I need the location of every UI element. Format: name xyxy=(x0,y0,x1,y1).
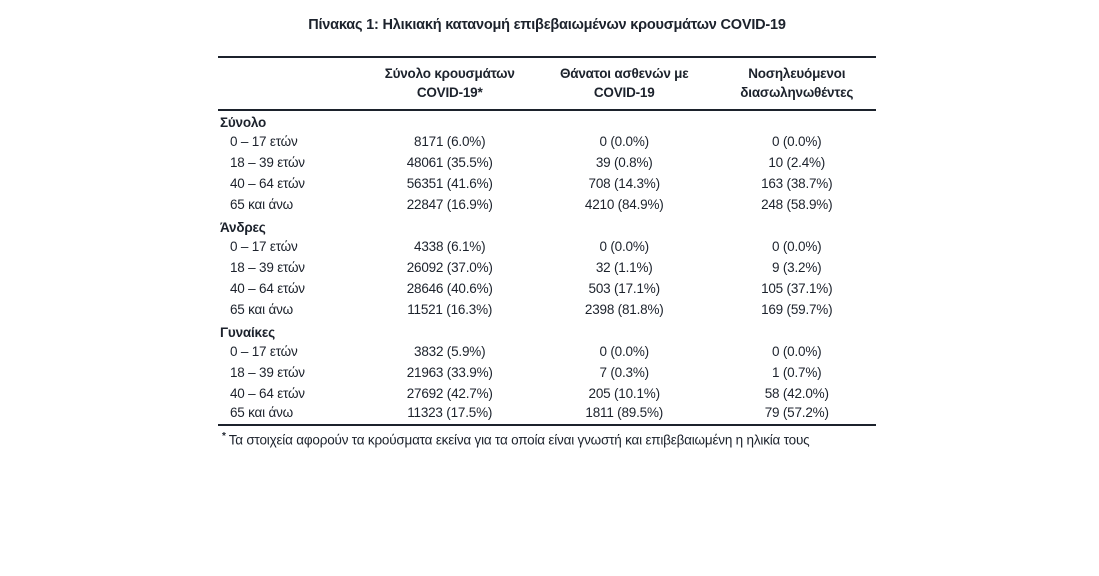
covid-age-table xyxy=(218,56,876,426)
value-cell: 28646 (40.6%) xyxy=(406,281,493,296)
value-cell: 503 (17.1%) xyxy=(588,281,660,296)
value-cell: 10 (2.4%) xyxy=(768,155,826,170)
age-group-label: 40 – 64 ετών xyxy=(230,176,305,191)
table-row xyxy=(218,131,876,152)
table-row xyxy=(218,173,876,194)
header-total-cases xyxy=(368,57,530,110)
age-group-label: 18 – 39 ετών xyxy=(230,260,305,275)
table-body xyxy=(218,110,876,425)
value-cell: 163 (38.7%) xyxy=(761,176,833,191)
table-title: Πίνακας 1: Ηλικιακή κατανομή επιβεβαιωμένων κρουσμάτων COVID-19 xyxy=(308,17,786,33)
section-header-row xyxy=(218,110,876,131)
header-total-cases-line1: Σύνολο κρουσμάτων xyxy=(384,66,515,81)
table-footnote xyxy=(218,428,876,450)
value-cell: 4338 (6.1%) xyxy=(414,239,486,254)
age-group-label: 0 – 17 ετών xyxy=(230,344,298,359)
value-cell: 11323 (17.5%) xyxy=(407,405,493,420)
footnote-asterisk: * xyxy=(222,431,226,442)
value-cell: 27692 (42.7%) xyxy=(406,386,493,401)
value-cell: 79 (57.2%) xyxy=(764,405,829,420)
value-cell: 56351 (41.6%) xyxy=(406,176,493,191)
value-cell: 22847 (16.9%) xyxy=(406,197,493,212)
header-deaths-line1: Θάνατοι ασθενών με xyxy=(559,66,689,81)
age-group-label: 18 – 39 ετών xyxy=(230,365,305,380)
value-cell: 2398 (81.8%) xyxy=(584,302,664,317)
value-cell: 105 (37.1%) xyxy=(761,281,833,296)
footnote-text: Τα στοιχεία αφορούν τα κρούσματα εκείνα για τα οποία είναι γνωστή και επιβεβαιωμένη η ηλικία τους xyxy=(228,432,810,448)
table-row xyxy=(218,236,876,257)
age-group-label: 18 – 39 ετών xyxy=(230,155,305,170)
section-header-row xyxy=(218,215,876,236)
value-cell: 8171 (6.0%) xyxy=(414,134,486,149)
header-intubated-line2: διασωληνωθέντες xyxy=(740,85,854,100)
table-row xyxy=(218,383,876,404)
section-label: Σύνολο xyxy=(220,115,267,130)
report-table-block xyxy=(218,15,876,450)
value-cell: 3832 (5.9%) xyxy=(414,344,486,359)
value-cell: 0 (0.0%) xyxy=(599,134,649,149)
table-row xyxy=(218,257,876,278)
age-group-label: 40 – 64 ετών xyxy=(230,281,305,296)
table-row xyxy=(218,194,876,215)
header-empty-cell xyxy=(218,57,368,110)
table-row xyxy=(218,299,876,320)
age-group-label: 65 και άνω xyxy=(230,405,294,420)
value-cell: 0 (0.0%) xyxy=(772,239,822,254)
value-cell: 21963 (33.9%) xyxy=(406,365,493,380)
value-cell: 708 (14.3%) xyxy=(588,176,660,191)
value-cell: 0 (0.0%) xyxy=(772,134,822,149)
age-group-label: 40 – 64 ετών xyxy=(230,386,305,401)
value-cell: 26092 (37.0%) xyxy=(406,260,493,275)
section-label: Άνδρες xyxy=(220,219,266,235)
age-group-label: 65 και άνω xyxy=(230,302,294,317)
table-header-row xyxy=(218,57,876,110)
header-deaths-line2: COVID-19 xyxy=(593,85,655,100)
value-cell: 4210 (84.9%) xyxy=(584,197,664,212)
age-group-label: 0 – 17 ετών xyxy=(230,134,298,149)
value-cell: 0 (0.0%) xyxy=(599,344,649,359)
header-intubated xyxy=(718,57,877,110)
value-cell: 169 (59.7%) xyxy=(761,302,833,317)
table-row xyxy=(218,362,876,383)
value-cell: 1 (0.7%) xyxy=(772,365,822,380)
value-cell: 7 (0.3%) xyxy=(599,365,649,380)
table-header xyxy=(218,57,876,110)
table-row xyxy=(218,404,876,425)
value-cell: 58 (42.0%) xyxy=(764,386,829,401)
value-cell: 1811 (89.5%) xyxy=(585,405,664,420)
header-intubated-line1: Νοσηλευόμενοι xyxy=(748,66,846,81)
value-cell: 248 (58.9%) xyxy=(761,197,833,212)
value-cell: 0 (0.0%) xyxy=(772,344,822,359)
age-group-label: 65 και άνω xyxy=(230,197,294,212)
value-cell: 39 (0.8%) xyxy=(595,155,653,170)
section-header-row xyxy=(218,320,876,341)
value-cell: 205 (10.1%) xyxy=(588,386,660,401)
value-cell: 9 (3.2%) xyxy=(772,260,822,275)
table-row xyxy=(218,341,876,362)
section-label: Γυναίκες xyxy=(220,324,275,340)
table-row xyxy=(218,278,876,299)
value-cell: 48061 (35.5%) xyxy=(406,155,493,170)
table-row xyxy=(218,152,876,173)
header-total-cases-line2: COVID-19* xyxy=(416,85,483,100)
value-cell: 0 (0.0%) xyxy=(599,239,649,254)
age-group-label: 0 – 17 ετών xyxy=(230,239,298,254)
header-deaths xyxy=(531,57,718,110)
value-cell: 32 (1.1%) xyxy=(595,260,653,275)
value-cell: 11521 (16.3%) xyxy=(407,302,493,317)
